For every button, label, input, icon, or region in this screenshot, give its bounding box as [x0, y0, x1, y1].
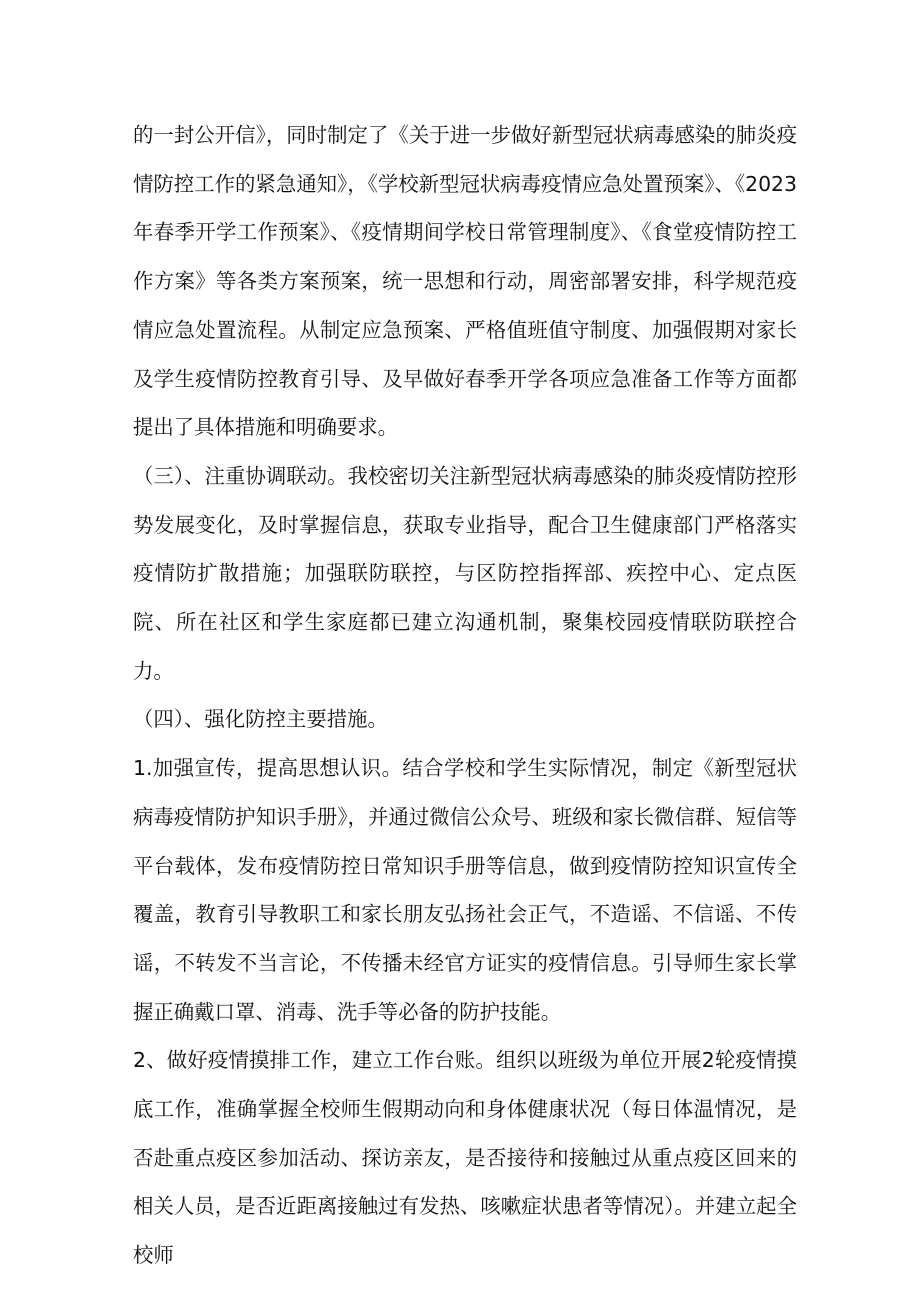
paragraph-coordination: （三）、注重协调联动。我校密切关注新型冠状病毒感染的肺炎疫情防控形势发展变化，及时掌握信息，获取专业指导，配合卫生健康部门严格落实疫情防扩散措施；加强联防联控，与区防控指挥部、疾控中心、定点医院、所在社区和学生家庭都已建立沟通机制，聚集校园疫情联防联控合力。: [133, 463, 797, 683]
paragraph-screening: 2、做好疫情摸排工作，建立工作台账。组织以班级为单位开展2轮疫情摸底工作，准确掌握全校师生假期动向和身体健康状况（每日体温情况，是否赴重点疫区参加活动、探访亲友，是否接待和接触过从重点疫区回来的相关人员，是否近距离接触过有发热、咳嗽症状患者等情况）。并建立起全校师: [133, 1048, 797, 1268]
paragraph-publicity: 1.加强宣传，提高思想认识。结合学校和学生实际情况，制定《新型冠状病毒疫情防护知识手册》，并通过微信公众号、班级和家长微信群、短信等平台载体，发布疫情防控日常知识手册等信息，做到疫情防控知识宣传全覆盖，教育引导教职工和家长朋友弘扬社会正气，不造谣、不信谣、不传谣，不转发不当言论，不传播未经官方证实的疫情信息。引导师生家长掌握正确戴口罩、消毒、洗手等必备的防护技能。: [133, 756, 797, 1024]
paragraph-plans: 的一封公开信》，同时制定了《关于进一步做好新型冠状病毒感染的肺炎疫情防控工作的紧急通知》，《学校新型冠状病毒疫情应急处置预案》、《2023年春季开学工作预案》、《疫情期间学校日常管理制度》、《食堂疫情防控工作方案》等各类方案预案，统一思想和行动，周密部署安排，科学规范疫情应急处置流程。从制定应急预案、严格值班值守制度、加强假期对家长及学生疫情防控教育引导、及早做好春季开学各项应急准备工作等方面都提出了具体措施和明确要求。: [133, 123, 797, 440]
document-body: [133, 111, 797, 1280]
paragraph-measures-heading: （四）、强化防控主要措施。: [133, 707, 388, 732]
